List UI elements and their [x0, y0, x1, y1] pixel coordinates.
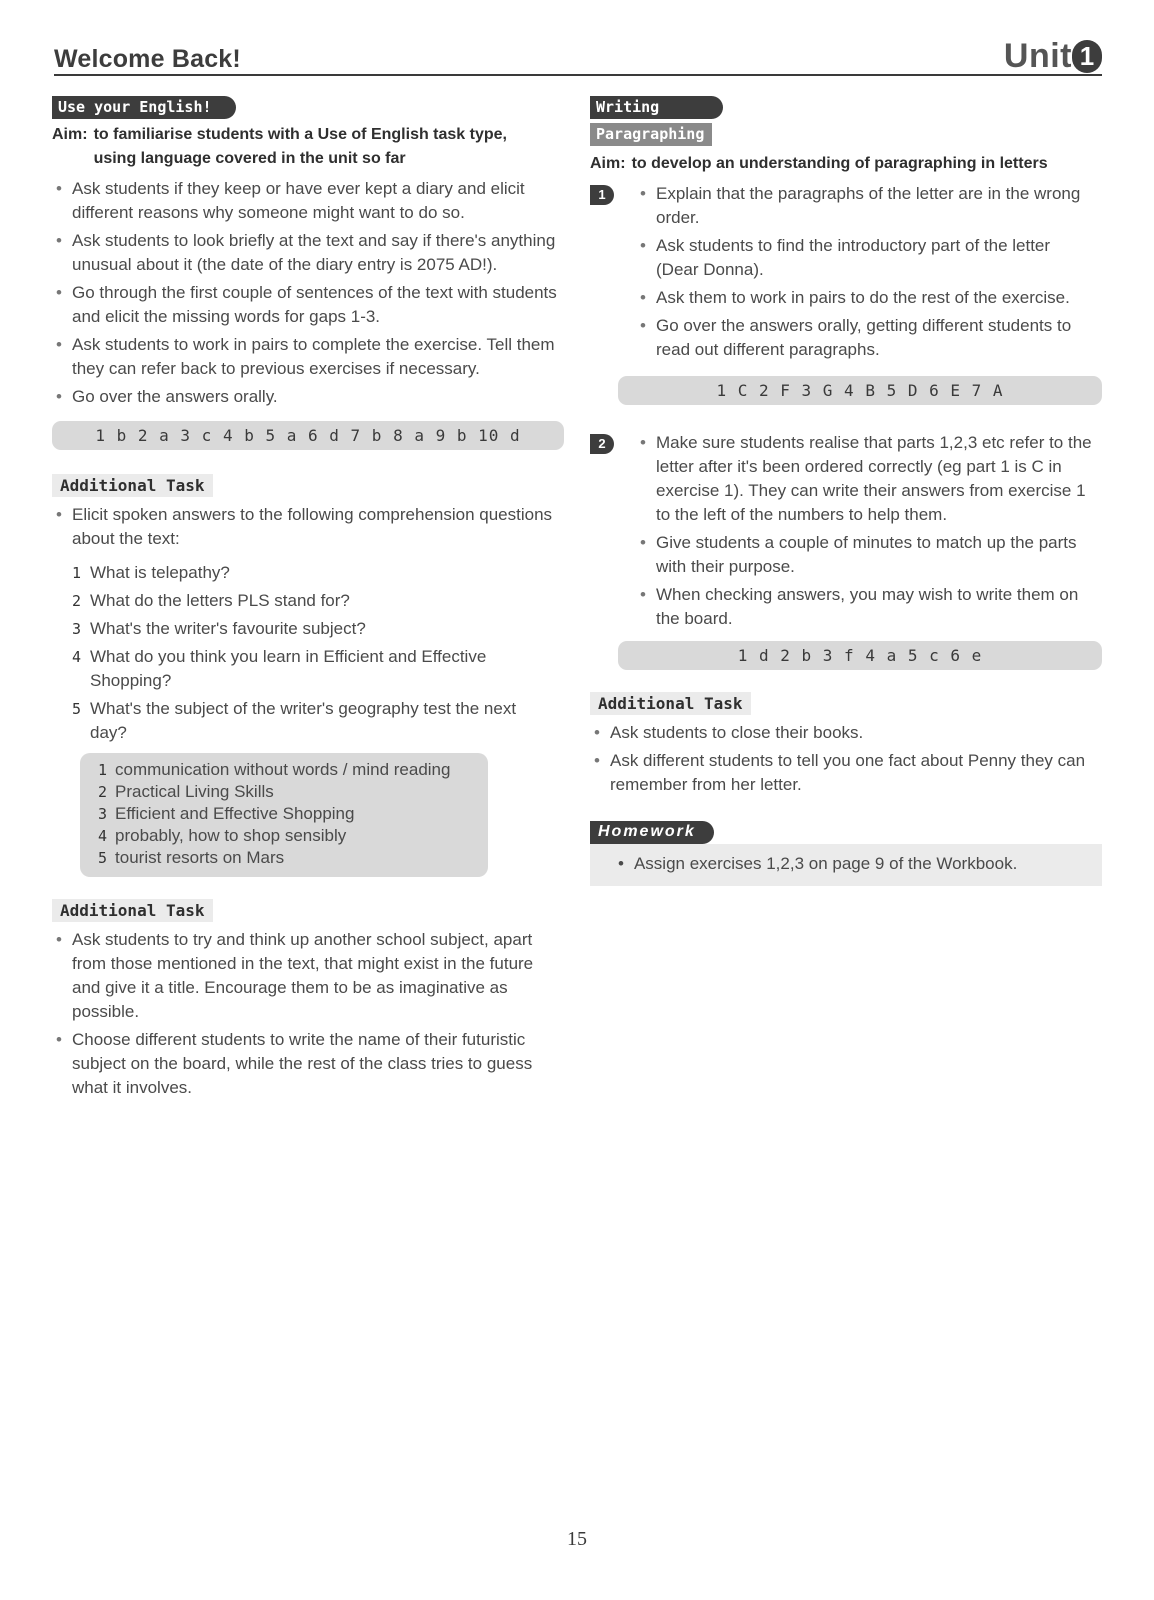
- list-item: • When checking answers, you may wish to write them on the board.: [636, 583, 1102, 631]
- answer-key-use-english: 1 b 2 a 3 c 4 b 5 a 6 d 7 b 8 a 9 b 10 d: [52, 421, 564, 450]
- list-item: • Make sure students realise that parts 1,2,3 etc refer to the letter after it's been ordered correctly (eg part 1 is C in exercise 1). They can write their answers from exercise 1 to the left of the numbers to help them.: [636, 431, 1102, 527]
- aim-text: to familiarise students with a Use of English task type, using language covered in the unit so far: [93, 126, 507, 167]
- step-number-badge: 1: [590, 185, 614, 205]
- list-item: • Ask students to work in pairs to complete the exercise. Tell them they can refer back to previous exercises if necessary.: [52, 333, 564, 381]
- additional-task-bullets: [52, 503, 564, 551]
- answer-text: Efficient and Effective Shopping: [115, 804, 355, 823]
- question-text: What's the writer's favourite subject?: [90, 619, 366, 638]
- aim-label: Aim:: [52, 126, 88, 143]
- question-text: What do you think you learn in Efficient and Effective Shopping?: [90, 647, 487, 690]
- question-number: 4: [72, 648, 82, 666]
- answer-key-step-1: 1 C 2 F 3 G 4 B 5 D 6 E 7 A: [618, 376, 1102, 405]
- answer-number: 2: [98, 783, 108, 801]
- answer-row: [98, 847, 476, 869]
- comprehension-questions: [52, 561, 564, 745]
- use-english-bullets: [52, 177, 564, 409]
- list-item: • Ask students to close their books.: [590, 721, 1102, 745]
- list-item: • Go over the answers orally.: [52, 385, 564, 409]
- homework-box: [590, 844, 1102, 886]
- additional-task-2-bullets: [52, 928, 564, 1100]
- page-title: Welcome Back!: [54, 45, 241, 73]
- question-item: [72, 561, 564, 585]
- question-item: [72, 645, 564, 693]
- page-number: 15: [567, 1528, 587, 1550]
- bullet-dot: •: [618, 854, 624, 873]
- answer-text: communication without words / mind reading: [115, 760, 451, 779]
- additional-task-title: Additional Task: [52, 899, 213, 922]
- section-title-use-your-english: Use your English!: [52, 96, 236, 119]
- list-item: • Ask students to find the introductory part of the letter (Dear Donna).: [636, 234, 1092, 282]
- answer-row: [98, 759, 476, 781]
- list-item: • Ask students to look briefly at the text and say if there's anything unusual about it (the date of the diary entry is 2075 AD!).: [52, 229, 564, 277]
- list-item: • Go over the answers orally, getting different students to read out different paragraphs.: [636, 314, 1092, 362]
- question-item: [72, 697, 564, 745]
- answer-text: probably, how to shop sensibly: [115, 826, 347, 845]
- question-number: 2: [72, 592, 82, 610]
- list-item: • Ask students if they keep or have ever kept a diary and elicit different reasons why someone might want to do so.: [52, 177, 564, 225]
- unit-number-badge: 1: [1072, 40, 1102, 73]
- list-item: • Go through the first couple of sentences of the text with students and elicit the missing words for gaps 1-3.: [52, 281, 564, 329]
- answer-number: 1: [98, 761, 108, 779]
- question-text: What is telepathy?: [90, 563, 230, 582]
- unit-label: Unit: [1003, 37, 1072, 75]
- step-2: [590, 431, 1102, 631]
- answer-text: Practical Living Skills: [115, 782, 274, 801]
- question-number: 5: [72, 700, 82, 718]
- list-item: • Ask students to try and think up another school subject, apart from those mentioned in the text, that might exist in the future and give it a title. Encourage them to be as imaginative as possible.: [52, 928, 564, 1024]
- right-column: [590, 96, 1102, 886]
- page-header: [54, 37, 1102, 76]
- question-number: 3: [72, 620, 82, 638]
- aim-label: Aim:: [590, 155, 626, 172]
- question-text: What do the letters PLS stand for?: [90, 591, 350, 610]
- question-text: What's the subject of the writer's geography test the next day?: [90, 699, 517, 742]
- homework-text: Assign exercises 1,2,3 on page 9 of the Workbook.: [633, 854, 1018, 873]
- answer-row: [98, 803, 476, 825]
- additional-task-title: Additional Task: [52, 474, 213, 497]
- question-item: [72, 617, 564, 641]
- right-additional-task-bullets: [590, 721, 1102, 797]
- answer-number: 5: [98, 849, 108, 867]
- list-item: • Give students a couple of minutes to match up the parts with their purpose.: [636, 531, 1102, 579]
- list-item: • Explain that the paragraphs of the letter are in the wrong order.: [636, 182, 1092, 230]
- left-column: [52, 96, 564, 1104]
- answer-text: tourist resorts on Mars: [115, 848, 285, 867]
- answer-number: 3: [98, 805, 108, 823]
- additional-task-title: Additional Task: [590, 692, 751, 715]
- step-1: [590, 182, 1102, 362]
- answer-row: [98, 825, 476, 847]
- aim-text: to develop an understanding of paragraphing in letters: [631, 155, 1048, 172]
- list-item: • Ask them to work in pairs to do the rest of the exercise.: [636, 286, 1092, 310]
- answer-number: 4: [98, 827, 108, 845]
- list-item: • Elicit spoken answers to the following comprehension questions about the text:: [52, 503, 564, 551]
- step-1-bullets: [616, 182, 1102, 362]
- homework-title: Homework: [590, 821, 714, 844]
- question-item: [72, 589, 564, 613]
- answer-key-step-2: 1 d 2 b 3 f 4 a 5 c 6 e: [618, 641, 1102, 670]
- answer-row: [98, 781, 476, 803]
- section-title-writing: Writing: [590, 96, 723, 119]
- sub-title-paragraphing: Paragraphing: [590, 123, 712, 146]
- list-item: • Ask different students to tell you one fact about Penny they can remember from her letter.: [590, 749, 1102, 797]
- aim-writing: [590, 152, 1102, 176]
- step-2-bullets: [616, 431, 1102, 631]
- comprehension-answers-box: [80, 753, 488, 877]
- step-number-badge: 2: [590, 434, 614, 454]
- aim-use-your-english: [52, 123, 564, 171]
- question-number: 1: [72, 564, 82, 582]
- list-item: • Choose different students to write the name of their futuristic subject on the board, while the rest of the class tries to guess what it involves.: [52, 1028, 564, 1100]
